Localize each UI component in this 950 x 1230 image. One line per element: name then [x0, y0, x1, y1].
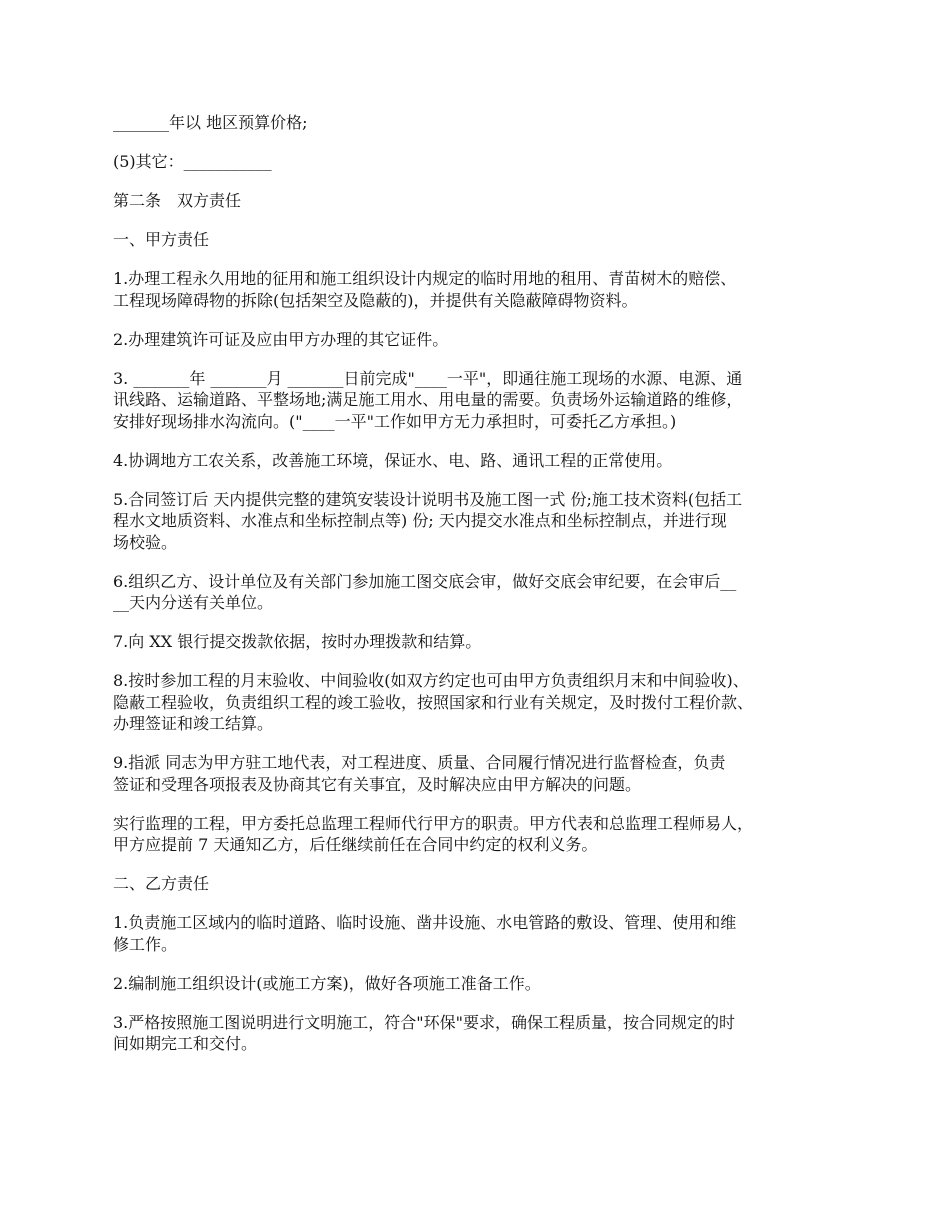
document-paragraph [113, 268, 858, 311]
paragraph-line: 二、乙方责任 [113, 874, 210, 893]
paragraph-line: 1.办理工程永久用地的征用和施工组织设计内规定的临时用地的租用、青苗树木的赔偿、 [113, 269, 737, 288]
paragraph-line: 甲方应提前 7 天通知乙方，后任继续前任在合同中约定的权利义务。 [113, 835, 598, 854]
paragraph-line: 9.指派 同志为甲方驻工地代表，对工程进度、质量、合同履行情况进行监督检查，负责 [113, 753, 726, 772]
document-paragraph [113, 489, 858, 554]
paragraph-line: _______年以 地区预算价格; [113, 113, 308, 132]
document-paragraph [113, 329, 858, 351]
document-paragraph [113, 1012, 858, 1055]
document-paragraph [113, 873, 858, 895]
paragraph-line: 安排好现场排水沟流向。("____一平"工作如甲方无力承担时，可委托乙方承担。) [113, 411, 677, 431]
paragraph-line: 8.按时参加工程的月末验收、中间验收(如双方约定也可由甲方负责组织月末和中间验收)、 [113, 671, 749, 690]
paragraph-line: (5)其它：___________ [113, 152, 272, 171]
paragraph-line: 修工作。 [113, 934, 178, 954]
document-paragraph [113, 112, 858, 134]
document-paragraph [113, 912, 858, 955]
paragraph-line: 2.编制施工组织设计(或施工方案)，做好各项施工准备工作。 [113, 973, 541, 993]
paragraph-line: 4.协调地方工农关系，改善施工环境，保证水、电、路、通讯工程的正常使用。 [113, 450, 673, 470]
document-paragraph [113, 670, 858, 735]
paragraph-line: 5.合同签订后 天内提供完整的建筑安装设计说明书及施工图一式 份;施工技术资料(包括工 [113, 489, 743, 509]
paragraph-line: 3. _______年 _______月 _______日前完成"____一平"，即通往施工现场的水源、电源、通 [113, 368, 743, 388]
paragraph-line: 讯线路、运输道路、平整场地;满足施工用水、用电量的需要。负责场外运输道路的维修， [113, 390, 743, 409]
paragraph-line: 间如期完工和交付。 [113, 1034, 258, 1053]
document-paragraph [113, 450, 858, 472]
paragraph-line: 一、甲方责任 [113, 230, 210, 249]
document-paragraph [113, 631, 858, 653]
document-paragraph [113, 973, 858, 995]
document-paragraph [113, 813, 858, 856]
paragraph-line: 1.负责施工区域内的临时道路、临时设施、凿井设施、水电管路的敷设、管理、使用和维 [113, 913, 737, 932]
document-paragraph [113, 752, 858, 795]
document-paragraph [113, 190, 858, 212]
document-paragraph [113, 229, 858, 251]
paragraph-line: 3.严格按照施工图说明进行文明施工，符合"环保"要求，确保工程质量，按合同规定的时 [113, 1012, 735, 1032]
paragraph-line: 6.组织乙方、设计单位及有关部门参加施工图交底会审，做好交底会审纪要，在会审后__ [113, 571, 737, 591]
paragraph-line: 第二条 双方责任 [113, 191, 242, 210]
document-paragraph [113, 368, 858, 433]
document-paragraph [113, 571, 858, 614]
paragraph-line: 工程现场障碍物的拆除(包括架空及隐蔽的)，并提供有关隐蔽障碍物资料。 [113, 290, 638, 310]
paragraph-line: 办理签证和竣工结算。 [113, 714, 274, 733]
paragraph-line: 7.向 XX 银行提交拨款依据，按时办理拨款和结算。 [113, 632, 482, 651]
paragraph-line: 2.办理建筑许可证及应由甲方办理的其它证件。 [113, 329, 449, 349]
paragraph-line: 签证和受理各项报表及协商其它有关事宜，及时解决应由甲方解决的问题。 [113, 774, 642, 794]
paragraph-line: __天内分送有关单位。 [113, 593, 274, 612]
document-paragraph [113, 151, 858, 173]
document-page [113, 112, 858, 1072]
paragraph-line: 程水文地质资料、水准点和坐标控制点等) 份; 天内提交水准点和坐标控制点，并进行现 [113, 511, 727, 530]
paragraph-line: 实行监理的工程，甲方委托总监理工程师代行甲方的职责。甲方代表和总监理工程师易人， [113, 813, 754, 833]
paragraph-line: 场校验。 [113, 532, 178, 552]
paragraph-line: 隐蔽工程验收，负责组织工程的竣工验收，按照国家和行业有关规定，及时拨付工程价款、 [113, 692, 754, 712]
